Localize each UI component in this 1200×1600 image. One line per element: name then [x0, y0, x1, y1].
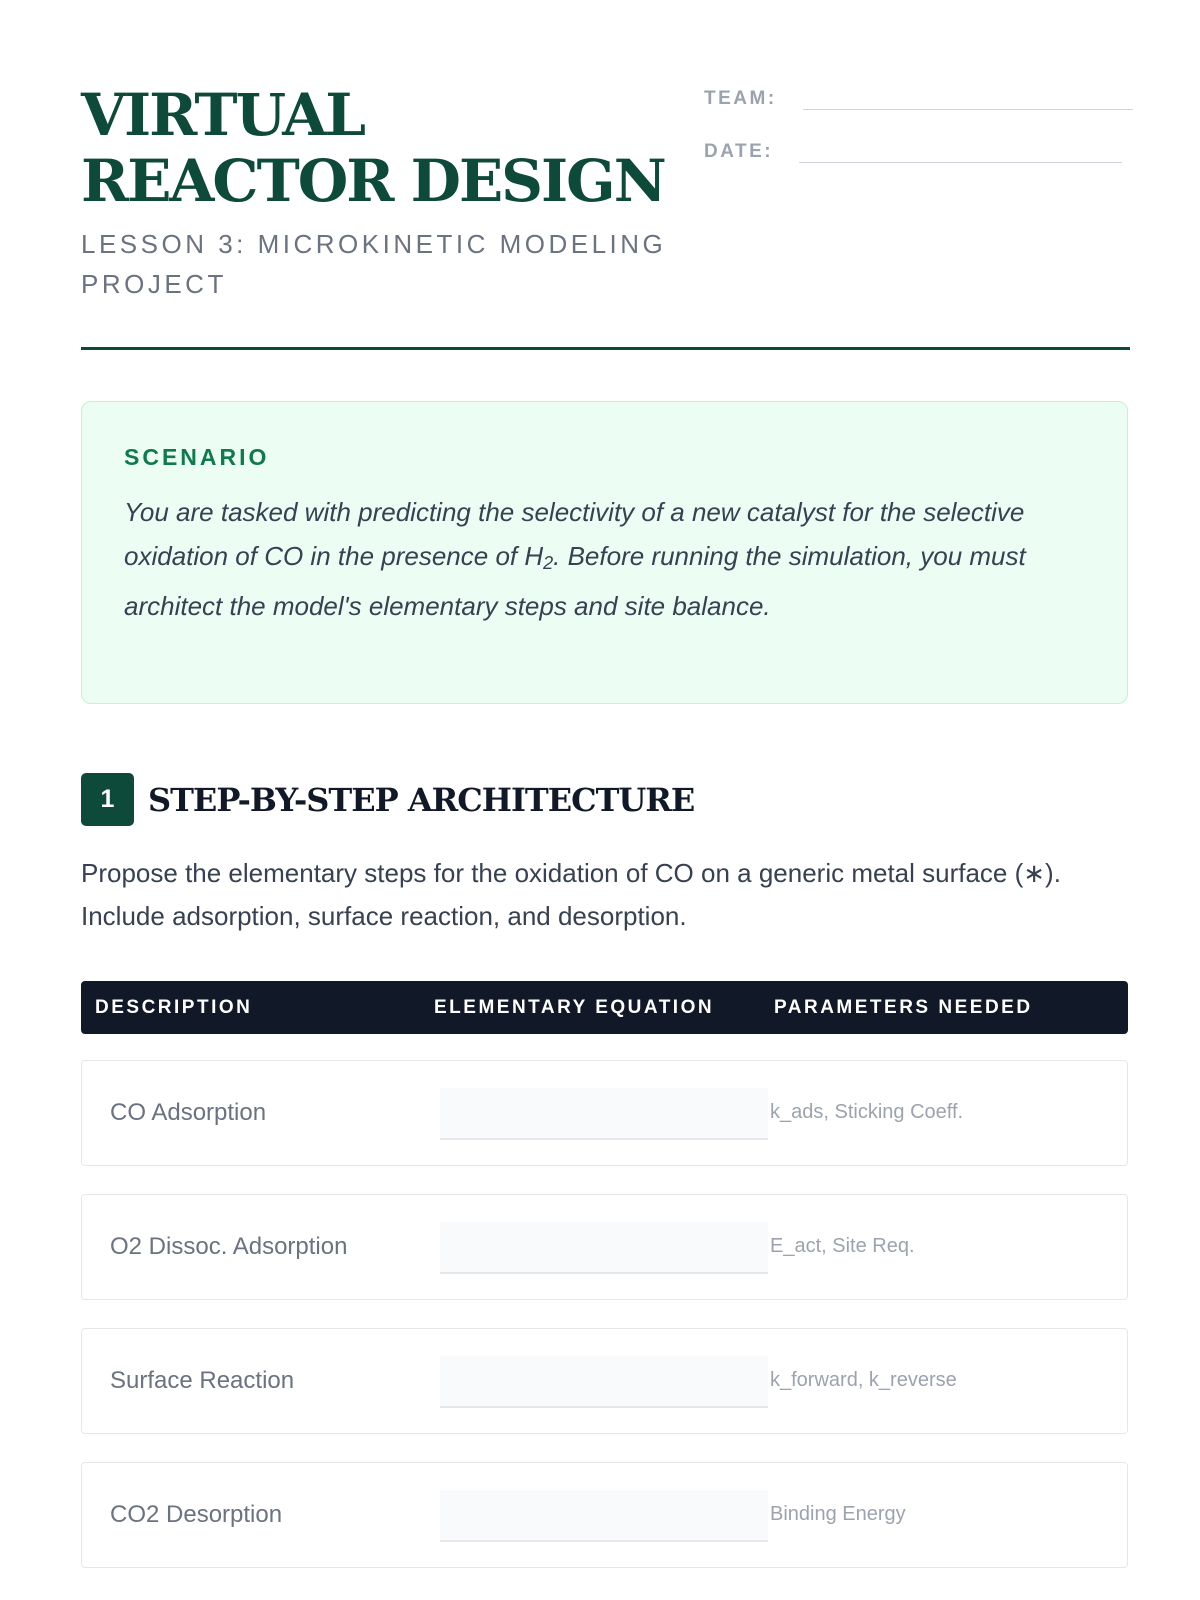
row-parameters: E_act, Site Req. — [770, 1235, 915, 1257]
column-header-equation: ELEMENTARY EQUATION — [434, 996, 715, 1018]
row-parameters: k_forward, k_reverse — [770, 1369, 957, 1391]
row-description: O2 Dissoc. Adsorption — [110, 1232, 348, 1260]
table-header — [81, 981, 1128, 1034]
scenario-subscript: 2 — [543, 552, 554, 573]
date-write-line[interactable] — [799, 142, 1122, 163]
worksheet-page — [81, 0, 1130, 1528]
equation-input[interactable] — [440, 1222, 768, 1274]
section-1-heading — [81, 773, 694, 826]
table-row — [81, 1060, 1128, 1166]
team-field-row — [704, 88, 1133, 110]
row-description: Surface Reaction — [110, 1366, 295, 1394]
scenario-box — [81, 401, 1128, 704]
worksheet-header — [81, 0, 1130, 350]
equation-input[interactable] — [440, 1356, 768, 1408]
row-parameters: Binding Energy — [770, 1503, 906, 1525]
equation-input[interactable] — [440, 1088, 768, 1140]
table-row — [81, 1462, 1128, 1568]
scenario-text-part2: . Before running the simulation, you must architect the model's elementary steps and site balance. — [124, 540, 1026, 621]
section-instructions: Propose the elementary steps for the oxidation of CO on a generic metal surface (∗). Include adsorption, surface reaction, and desorption. — [81, 858, 1061, 931]
row-parameters: k_ads, Sticking Coeff. — [770, 1101, 964, 1123]
equation-input[interactable] — [440, 1490, 768, 1542]
section-title: STEP-BY-STEP ARCHITECTURE — [148, 780, 695, 819]
team-write-line[interactable] — [803, 89, 1133, 110]
scenario-text — [124, 491, 1087, 629]
scenario-label: SCENARIO — [124, 444, 270, 470]
column-header-description: DESCRIPTION — [95, 996, 253, 1018]
lesson-subtitle: LESSON 3: MICROKINETIC MODELING PROJECT — [81, 229, 667, 299]
table-row — [81, 1328, 1128, 1434]
scenario-text-part1: You are tasked with predicting the selectivity of a new catalyst for the selective oxidation of CO in the presence of H — [124, 497, 1025, 571]
date-label: DATE: — [704, 141, 774, 162]
row-description: CO Adsorption — [110, 1098, 267, 1126]
step-number-badge: 1 — [81, 773, 134, 826]
team-label: TEAM: — [704, 88, 777, 109]
table-row — [81, 1194, 1128, 1300]
date-field-row — [704, 141, 1122, 163]
row-description: CO2 Desorption — [110, 1500, 283, 1528]
column-header-parameters: PARAMETERS NEEDED — [774, 996, 1033, 1018]
page-title: VIRTUAL REACTOR DESIGN — [81, 81, 665, 215]
